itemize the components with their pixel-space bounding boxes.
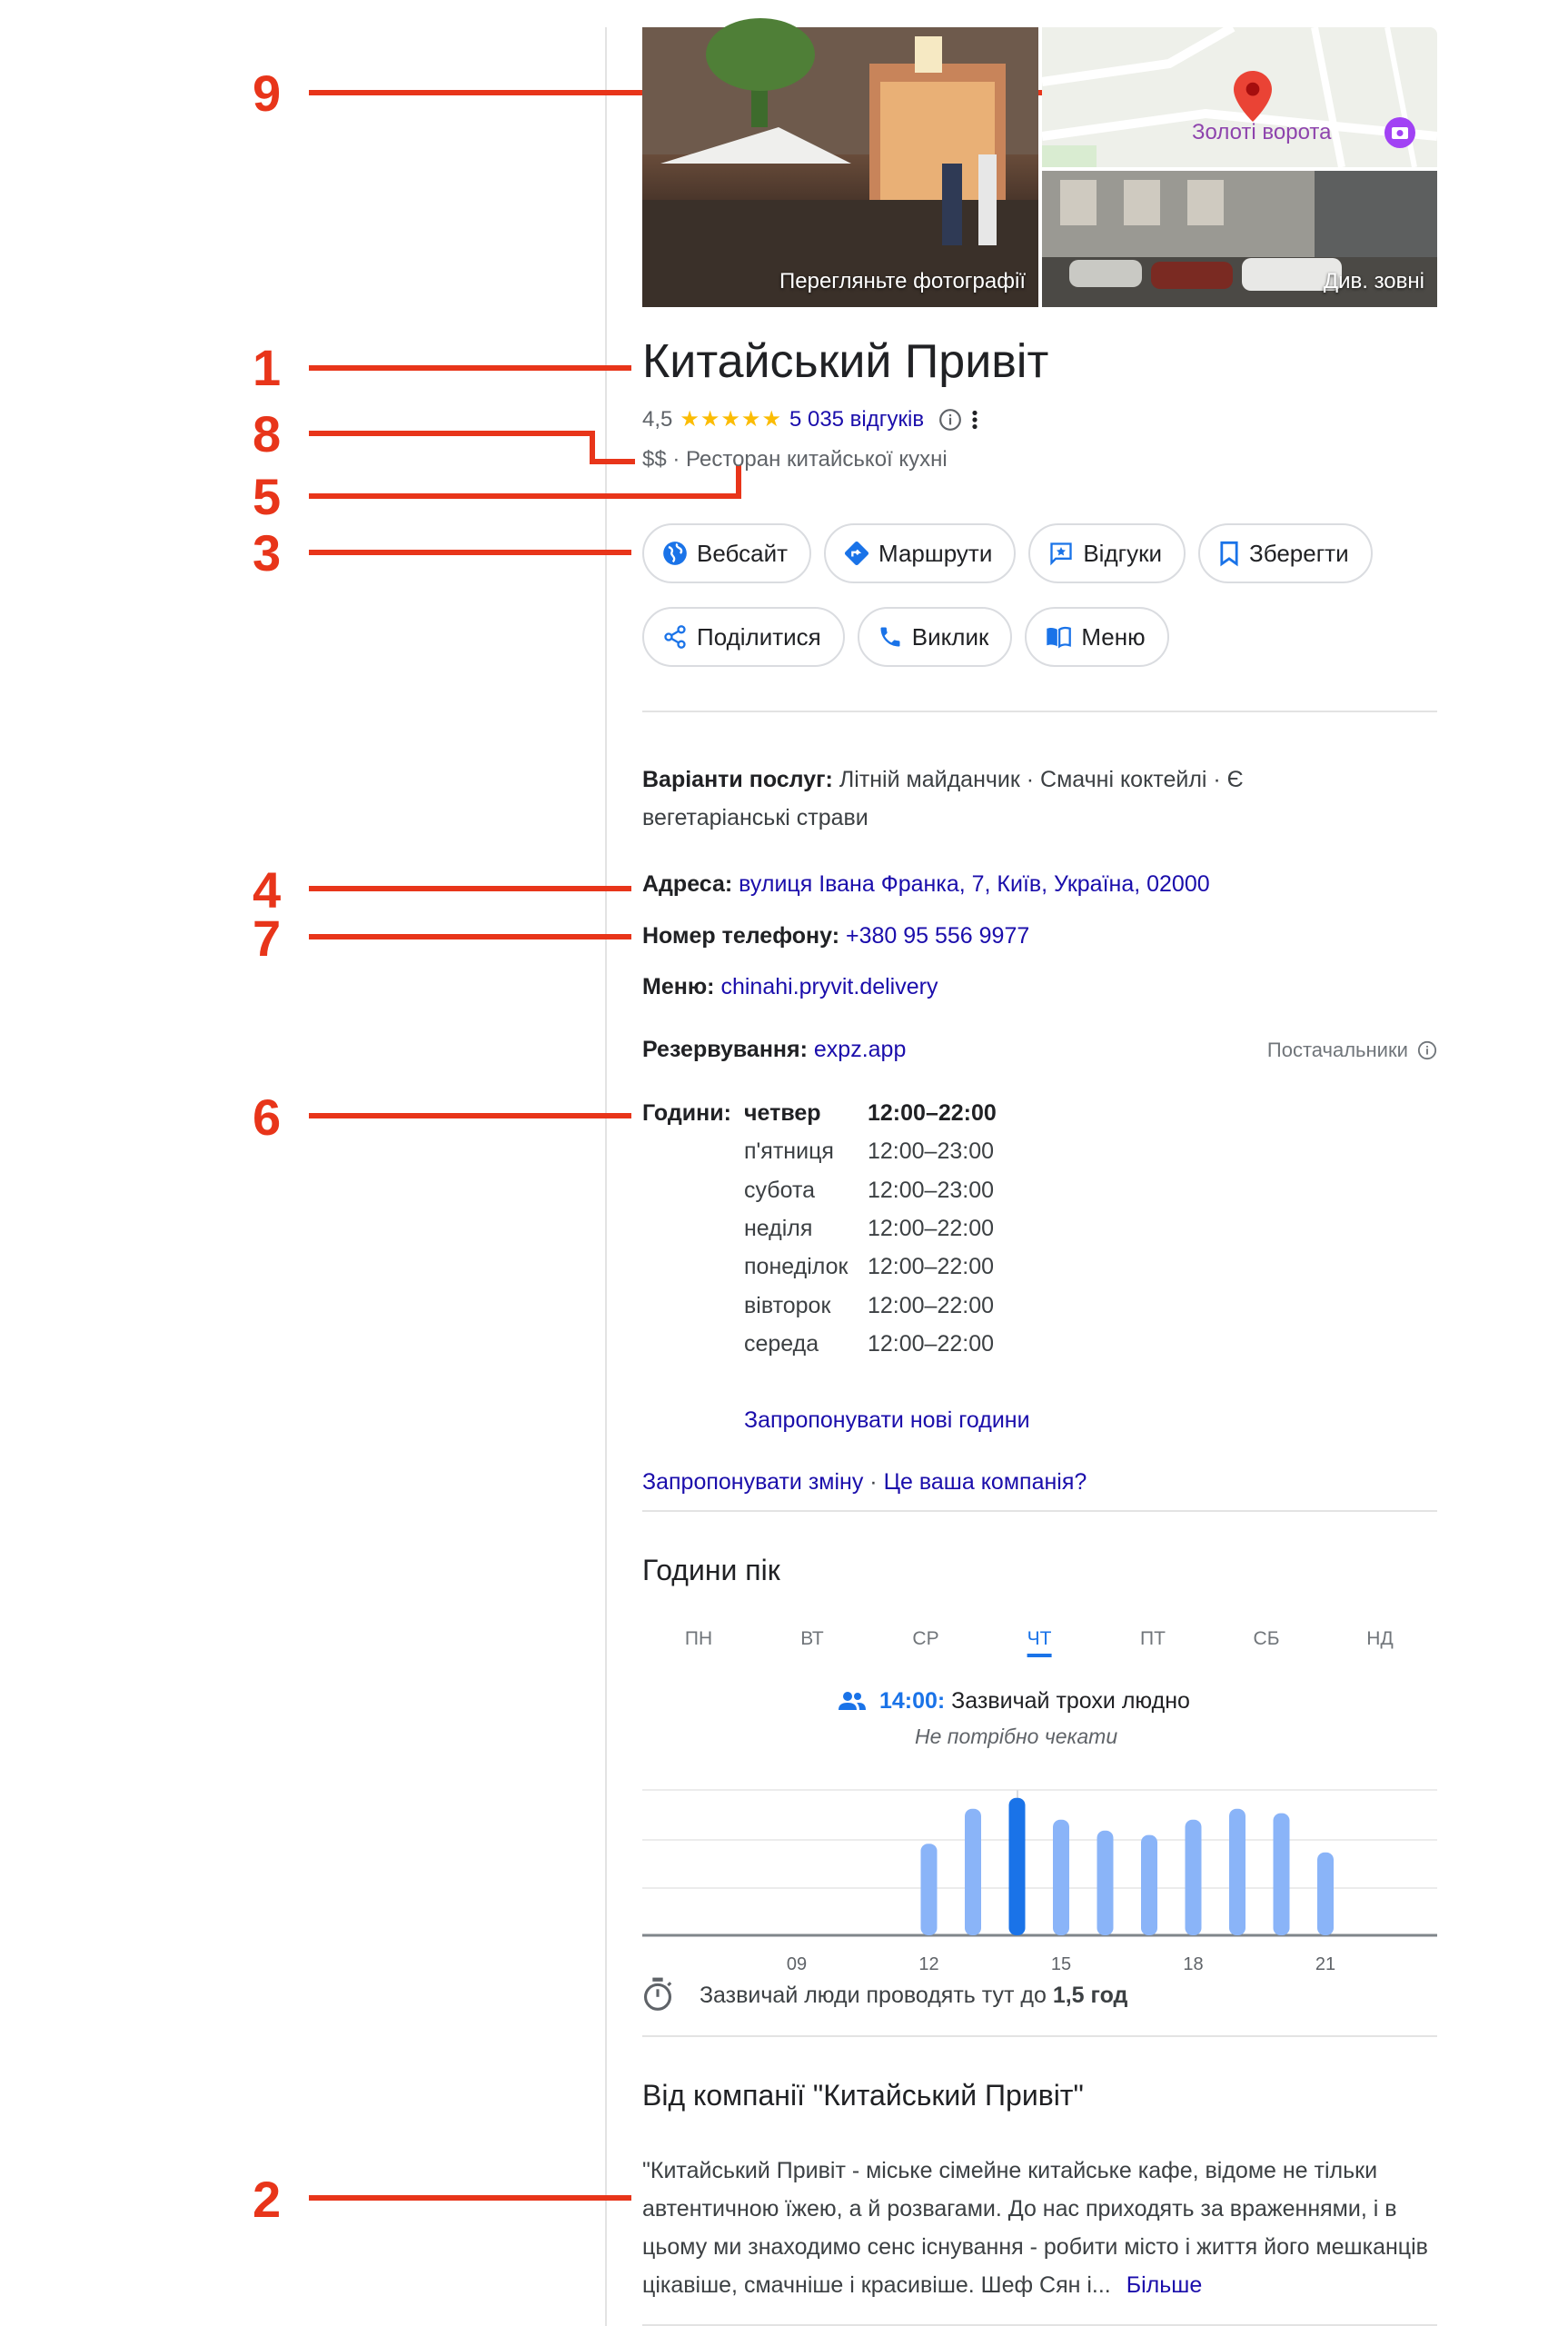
rating-row xyxy=(642,406,980,432)
reviews-button[interactable] xyxy=(1028,523,1186,583)
save-label: Зберегти xyxy=(1249,539,1349,567)
reservation-label: Резервування: xyxy=(642,1037,808,1062)
about-description xyxy=(642,2152,1442,2304)
review-icon xyxy=(1048,541,1074,566)
annotation-line-8c xyxy=(590,459,635,464)
suggest-hours-link[interactable]: Запропонувати нові години xyxy=(744,1407,1030,1433)
hours-label: Години: xyxy=(642,1100,731,1126)
street-view-tile[interactable] xyxy=(1042,171,1437,307)
bar-current[interactable] xyxy=(1009,1798,1026,1935)
providers-label: Постачальники xyxy=(1266,1039,1408,1061)
x-tick-label: 21 xyxy=(1315,1954,1336,1974)
providers[interactable] xyxy=(1267,1039,1437,1062)
more-options-icon[interactable] xyxy=(969,408,980,432)
menu-link[interactable]: chinahi.pryvit.delivery xyxy=(720,974,938,999)
day-tab-active[interactable]: ЧТ xyxy=(1027,1628,1052,1657)
visit-duration: 1,5 год xyxy=(1052,1983,1128,2008)
x-tick-label: 12 xyxy=(918,1954,939,1974)
annotation-3: 3 xyxy=(253,524,282,582)
rating-value: 4,5 xyxy=(642,406,673,432)
about-title: Від компанії "Китайський Привіт" xyxy=(642,2079,1084,2112)
category-row: $$ · Ресторан китайської кухні xyxy=(642,447,948,472)
directions-label: Маршрути xyxy=(878,539,993,567)
share-icon xyxy=(662,624,688,650)
annotation-4: 4 xyxy=(253,861,282,919)
bar[interactable] xyxy=(1053,1820,1069,1935)
hours-day: субота xyxy=(744,1177,816,1203)
service-options-value-cont: вегетаріанські страви xyxy=(642,805,868,830)
about-text: "Китайський Привіт - міське сімейне китайське кафе, відоме не тільки автентичною їжею, а й розвагами. До нас приходять за враженнями, і в цьому ми знаходимо сенс існування - робити місто і життя його мешканців цікавіше, смачніше і красивіше. Шеф Сян і... xyxy=(642,2158,1428,2298)
bar[interactable] xyxy=(921,1844,938,1935)
annotation-7: 7 xyxy=(253,910,282,967)
place-title: Китайський Привіт xyxy=(642,335,1049,388)
hours-day: неділя xyxy=(744,1215,813,1241)
annotation-2: 2 xyxy=(253,2171,282,2228)
popular-times-title: Години пік xyxy=(642,1554,780,1586)
reservation-link[interactable]: expz.app xyxy=(813,1037,907,1062)
hours-time: 12:00–22:00 xyxy=(868,1215,995,1241)
service-options xyxy=(642,760,1244,837)
directions-icon xyxy=(844,541,869,566)
suggest-hours-row xyxy=(744,1401,1030,1439)
annotation-6: 6 xyxy=(253,1088,282,1146)
address-row xyxy=(642,865,1210,903)
info-icon[interactable] xyxy=(938,408,962,432)
annotation-line-5a xyxy=(309,493,740,499)
hours-day-today: четвер xyxy=(744,1100,821,1126)
divider-1 xyxy=(642,711,1437,712)
bar[interactable] xyxy=(1186,1820,1202,1935)
suggest-edit-link[interactable]: Запропонувати зміну xyxy=(642,1469,864,1495)
share-button[interactable] xyxy=(642,607,845,667)
menu-row-label: Меню: xyxy=(642,974,715,999)
hours-day: вівторок xyxy=(744,1292,831,1318)
hours-time: 12:00–22:00 xyxy=(868,1330,995,1357)
bar[interactable] xyxy=(1274,1814,1290,1935)
globe-icon xyxy=(662,541,688,566)
wait-time: Не потрібно чекати xyxy=(915,1725,1118,1748)
save-button[interactable] xyxy=(1198,523,1373,583)
phone-link[interactable]: +380 95 556 9977 xyxy=(845,923,1030,949)
annotation-line-7 xyxy=(309,934,631,939)
address-label: Адреса: xyxy=(642,871,733,897)
hours-time: 12:00–22:00 xyxy=(868,1254,995,1280)
reservation-row xyxy=(642,1030,906,1069)
call-label: Виклик xyxy=(911,622,989,651)
bar[interactable] xyxy=(1317,1853,1334,1935)
divider-2 xyxy=(642,1510,1437,1512)
link-separator: · xyxy=(869,1469,878,1495)
view-photos-label: Перегляньте фотографії xyxy=(779,269,1026,293)
map-place-label: Золоті ворота xyxy=(1192,120,1332,144)
annotation-line-1 xyxy=(309,365,631,371)
annotation-line-6 xyxy=(309,1113,631,1118)
visit-text: Зазвичай люди проводять тут до xyxy=(699,1983,1047,2008)
divider-3 xyxy=(642,2035,1437,2037)
day-tab[interactable]: ВТ xyxy=(800,1628,824,1649)
hours-time: 12:00–23:00 xyxy=(868,1177,995,1203)
bookmark-icon xyxy=(1218,541,1240,566)
call-button[interactable] xyxy=(858,607,1013,667)
service-options-label: Варіанти послуг: xyxy=(642,767,833,792)
popular-times-chart xyxy=(642,1735,1437,1974)
address-link[interactable]: вулиця Івана Франка, 7, Київ, Україна, 02000 xyxy=(739,871,1210,897)
people-icon xyxy=(839,1691,866,1711)
menu-row xyxy=(642,968,938,1006)
day-tab[interactable]: СР xyxy=(912,1628,939,1649)
annotation-line-8a xyxy=(309,431,592,436)
map-tile[interactable] xyxy=(1042,27,1437,167)
hours-day: середа xyxy=(744,1330,819,1357)
live-busyness xyxy=(839,1688,1190,1715)
menu-book-icon xyxy=(1045,624,1072,650)
info-icon xyxy=(1417,1040,1437,1060)
phone-icon xyxy=(878,624,903,650)
price-level: $$ xyxy=(642,447,667,472)
menu-label: Меню xyxy=(1081,622,1146,651)
panel-divider xyxy=(605,27,607,2326)
edit-links-row xyxy=(642,1463,1087,1501)
street-view-label: Див. зовні xyxy=(1323,269,1424,293)
own-business-link[interactable]: Це ваша компанія? xyxy=(883,1469,1087,1495)
category-label: Ресторан китайської кухні xyxy=(686,447,948,472)
hours-day: п'ятниця xyxy=(744,1138,834,1165)
photos-tile[interactable] xyxy=(642,27,1038,307)
more-link[interactable]: Більше xyxy=(1126,2272,1203,2298)
bar[interactable] xyxy=(1097,1831,1114,1935)
annotation-line-4 xyxy=(309,886,631,891)
x-tick-label: 15 xyxy=(1050,1954,1072,1974)
photo-strip xyxy=(642,27,1437,307)
hours-time: 12:00–22:00 xyxy=(868,1292,995,1318)
hours-day: понеділок xyxy=(744,1254,849,1280)
x-tick-label: 09 xyxy=(786,1954,808,1974)
menu-button[interactable] xyxy=(1025,607,1168,667)
x-tick-label: 18 xyxy=(1183,1954,1204,1974)
bar[interactable] xyxy=(1141,1835,1157,1935)
camera-icon xyxy=(1384,116,1416,149)
annotation-line-3 xyxy=(309,550,631,555)
directions-button[interactable] xyxy=(824,523,1016,583)
action-buttons-row-1 xyxy=(642,523,1373,583)
stopwatch-icon xyxy=(642,1977,673,2012)
day-tab[interactable]: СБ xyxy=(1253,1628,1280,1649)
bar[interactable] xyxy=(965,1809,981,1935)
annotation-line-2 xyxy=(309,2195,631,2201)
reviews-label: Відгуки xyxy=(1083,539,1163,567)
reviews-link[interactable]: 5 035 відгуків xyxy=(789,406,925,432)
annotation-1: 1 xyxy=(253,339,282,396)
annotation-5: 5 xyxy=(253,468,282,525)
map-pin-icon xyxy=(1233,71,1273,122)
share-label: Поділитися xyxy=(697,622,821,651)
website-label: Вебсайт xyxy=(697,539,789,567)
phone-label: Номер телефону: xyxy=(642,923,840,949)
hours-time-today: 12:00–22:00 xyxy=(868,1100,997,1126)
star-rating: ★★★★★ xyxy=(680,407,782,432)
visit-duration-row xyxy=(642,1977,1127,2012)
phone-row xyxy=(642,917,1029,955)
day-tab[interactable]: НД xyxy=(1366,1628,1394,1649)
live-text: Зазвичай трохи людно xyxy=(951,1688,1190,1714)
restaurant-photo xyxy=(642,27,1038,307)
bar[interactable] xyxy=(1229,1809,1245,1935)
website-button[interactable] xyxy=(642,523,811,583)
live-time: 14:00: xyxy=(878,1688,946,1714)
hours-time: 12:00–23:00 xyxy=(868,1138,995,1165)
action-buttons-row-2 xyxy=(642,607,1169,667)
day-tab[interactable]: ПН xyxy=(684,1628,713,1649)
annotation-8: 8 xyxy=(253,405,282,462)
service-options-value: Літній майданчик · Смачні коктейлі · Є xyxy=(839,767,1244,792)
day-tab[interactable]: ПТ xyxy=(1140,1628,1166,1649)
